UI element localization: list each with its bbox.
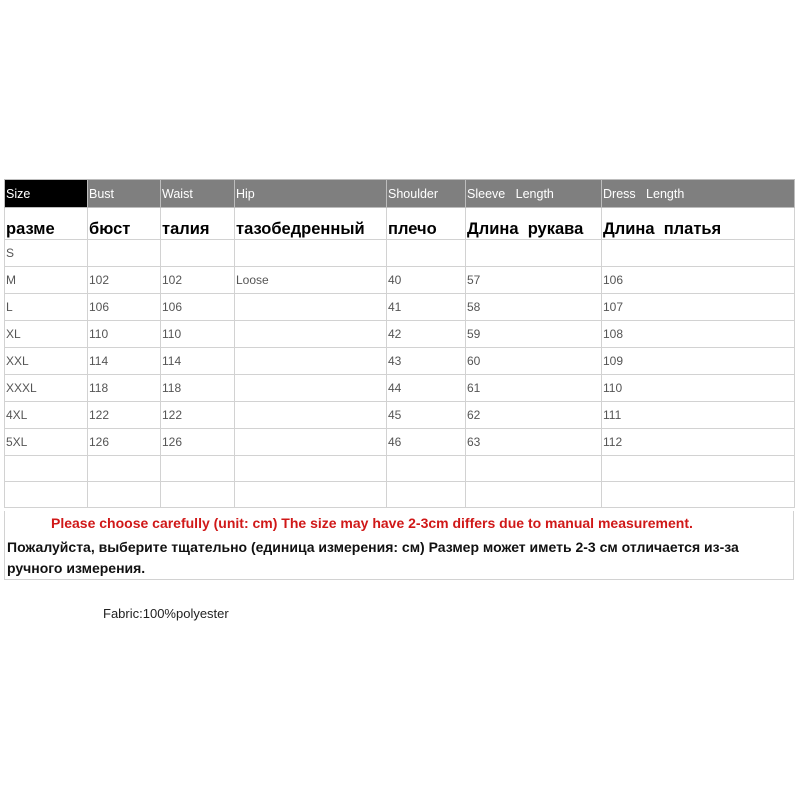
fabric-info: Fabric:100%polyester: [103, 606, 229, 621]
empty-row: [5, 456, 795, 482]
cell-waist: 106: [161, 294, 235, 321]
cell-dress-length: [602, 240, 795, 267]
header-ru-sleeve-length: Длина рукава: [466, 208, 602, 240]
cell-sleeve-length: 61: [466, 375, 602, 402]
notice-russian: Пожалуйста, выберите тщательно (единица измерения: см) Размер может иметь 2-3 см отличается из-за ручного измерения.: [7, 539, 739, 576]
cell-bust: 106: [88, 294, 161, 321]
cell-bust: 102: [88, 267, 161, 294]
cell-shoulder: 43: [387, 348, 466, 375]
cell-hip: Loose: [235, 267, 387, 294]
cell-waist: [161, 240, 235, 267]
notice-english: Please choose carefully (unit: cm) The size may have 2-3cm differs due to manual measurement.: [51, 515, 693, 531]
header-ru-shoulder: плечо: [387, 208, 466, 240]
header-ru-waist: талия: [161, 208, 235, 240]
table-row: [5, 321, 795, 348]
cell-bust: [88, 240, 161, 267]
cell-sleeve-length: 62: [466, 402, 602, 429]
cell-bust: 114: [88, 348, 161, 375]
table-row: [5, 375, 795, 402]
cell-bust: 110: [88, 321, 161, 348]
header-shoulder: Shoulder: [387, 180, 466, 208]
cell-hip: [235, 375, 387, 402]
cell-sleeve-length: 60: [466, 348, 602, 375]
cell-bust: 122: [88, 402, 161, 429]
header-sleeve-length: Sleeve Length: [466, 180, 602, 208]
cell-dress-length: 106: [602, 267, 795, 294]
cell-sleeve-length: 58: [466, 294, 602, 321]
cell-waist: 110: [161, 321, 235, 348]
cell-size: XL: [5, 321, 88, 348]
cell-waist: 102: [161, 267, 235, 294]
cell-size: 4XL: [5, 402, 88, 429]
header-ru-hip: тазобедренный: [235, 208, 387, 240]
cell-dress-length: 108: [602, 321, 795, 348]
cell-dress-length: 111: [602, 402, 795, 429]
header-ru-size: разме: [5, 208, 88, 240]
cell-size: XXXL: [5, 375, 88, 402]
table-row: [5, 429, 795, 456]
cell-waist: 114: [161, 348, 235, 375]
header-row-russian: [5, 208, 795, 240]
cell-dress-length: 107: [602, 294, 795, 321]
cell-shoulder: 41: [387, 294, 466, 321]
cell-hip: [235, 402, 387, 429]
cell-waist: 126: [161, 429, 235, 456]
table-row: [5, 240, 795, 267]
empty-row: [5, 482, 795, 508]
header-ru-dress-length: Длина платья: [602, 208, 795, 240]
cell-sleeve-length: 63: [466, 429, 602, 456]
header-size: Size: [5, 180, 88, 208]
cell-size: 5XL: [5, 429, 88, 456]
cell-sleeve-length: 59: [466, 321, 602, 348]
cell-shoulder: 46: [387, 429, 466, 456]
cell-hip: [235, 321, 387, 348]
cell-waist: 118: [161, 375, 235, 402]
header-row-english: [5, 180, 795, 208]
cell-size: M: [5, 267, 88, 294]
cell-size: L: [5, 294, 88, 321]
cell-sleeve-length: 57: [466, 267, 602, 294]
cell-bust: 126: [88, 429, 161, 456]
header-waist: Waist: [161, 180, 235, 208]
header-hip: Hip: [235, 180, 387, 208]
table-row: [5, 348, 795, 375]
cell-hip: [235, 294, 387, 321]
cell-shoulder: 40: [387, 267, 466, 294]
cell-size: S: [5, 240, 88, 267]
cell-shoulder: 42: [387, 321, 466, 348]
header-bust: Bust: [88, 180, 161, 208]
header-ru-bust: бюст: [88, 208, 161, 240]
cell-dress-length: 112: [602, 429, 795, 456]
cell-shoulder: 44: [387, 375, 466, 402]
cell-dress-length: 109: [602, 348, 795, 375]
cell-sleeve-length: [466, 240, 602, 267]
cell-hip: [235, 240, 387, 267]
cell-bust: 118: [88, 375, 161, 402]
header-dress-length: Dress Length: [602, 180, 795, 208]
cell-waist: 122: [161, 402, 235, 429]
measurement-notice: [4, 511, 794, 580]
cell-shoulder: [387, 240, 466, 267]
cell-shoulder: 45: [387, 402, 466, 429]
table-row: [5, 402, 795, 429]
cell-hip: [235, 429, 387, 456]
table-row: [5, 294, 795, 321]
cell-dress-length: 110: [602, 375, 795, 402]
cell-hip: [235, 348, 387, 375]
size-chart-table: [4, 179, 795, 508]
table-row: [5, 267, 795, 294]
cell-size: XXL: [5, 348, 88, 375]
